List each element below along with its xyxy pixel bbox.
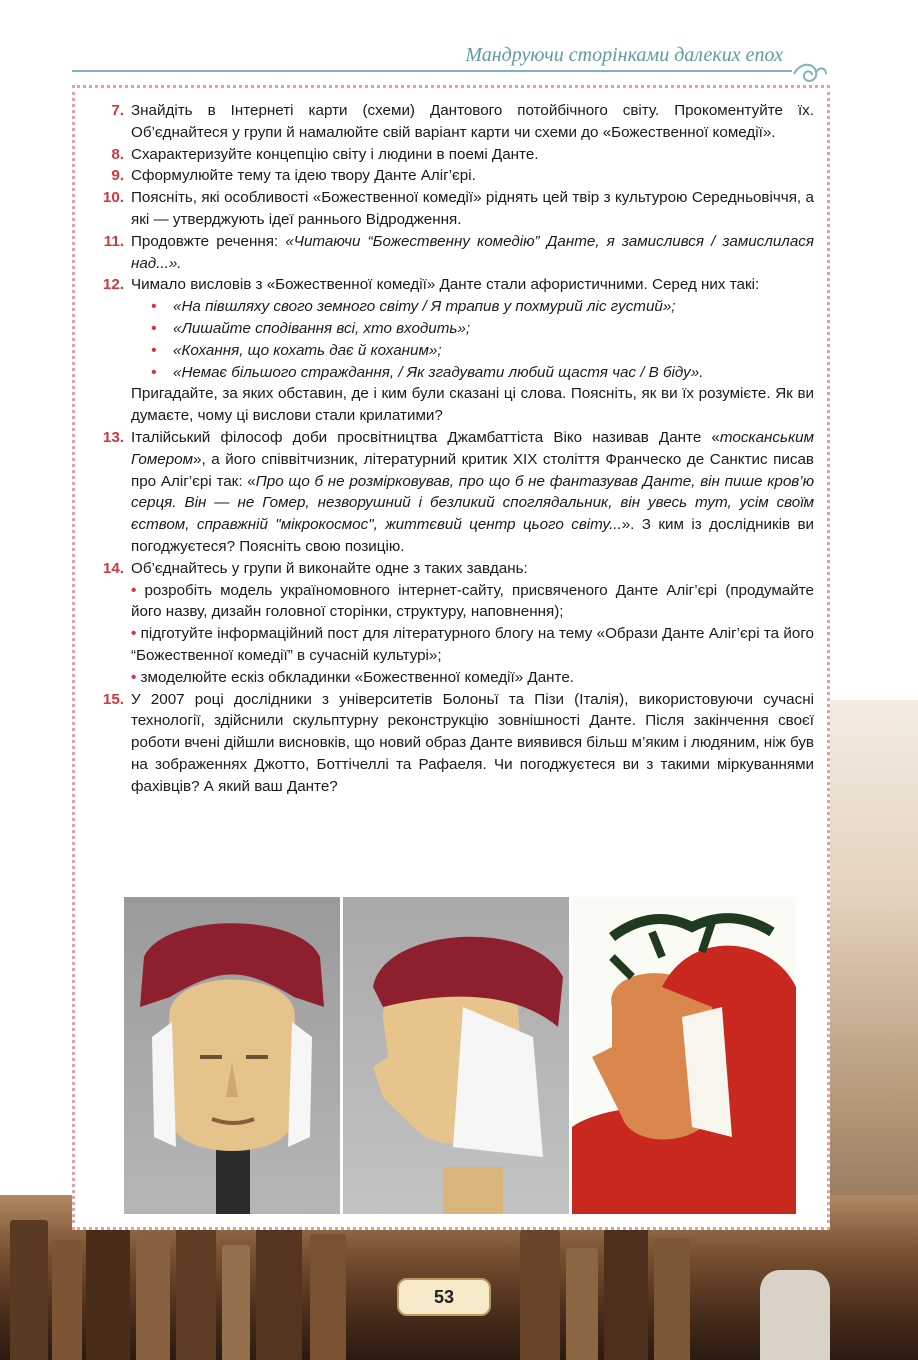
task-text: розробіть модель україномовного інтернет-сайту, присвяченого Данте Аліг’єрі (продумайте його назву, дизайн головної сторінки, структуру, наповнення); xyxy=(131,581,814,621)
bullet-icon: • xyxy=(131,625,141,643)
question-14 xyxy=(86,558,814,689)
question-number: 15. xyxy=(102,690,124,708)
bullet-icon: • xyxy=(131,581,145,599)
question-number: 13. xyxy=(102,428,124,446)
question-number: 11. xyxy=(103,232,124,250)
question-9 xyxy=(86,165,814,187)
question-text: Об’єднайтесь у групи й виконайте одне з таких завдань: xyxy=(131,559,528,577)
question-italic-text: тосканським Гомером xyxy=(131,428,814,468)
task-item xyxy=(131,623,814,667)
question-quote-text: Про що б не розмірковував, про що б не фантазував Данте, він пише кров’ю серця. Він — не Гомер, незворушний і безликий споглядальник, він увесь тут, усім своїм єством, справжній "мікрокосмос", життєвий центр цього світу... xyxy=(131,472,814,534)
question-12 xyxy=(86,274,814,427)
question-text: Схарактеризуйте концепцію світу і людини в поемі Данте. xyxy=(131,145,539,163)
question-number: 9. xyxy=(111,167,124,185)
questions-list xyxy=(86,100,814,798)
quote-item: • «На півшляху свого земного світу / Я трапив у похмурий ліс густий»; xyxy=(151,296,814,318)
question-number: 7. xyxy=(111,102,124,119)
question-15 xyxy=(86,689,814,798)
reconstruction-front-image xyxy=(124,897,340,1214)
question-8 xyxy=(86,144,814,166)
question-text: Знайдіть в Інтернеті карти (схеми) Дантового потойбічного світу. Прокоментуйте їх. Об’єднайтеся у групи й намалюйте свій варіант карти чи схеми до «Божественної комедії». xyxy=(131,102,814,141)
quote-item: • «Лишайте сподівання всі, хто входить»; xyxy=(151,318,814,340)
task-item xyxy=(131,580,814,624)
question-text: », а його співвітчизник, літературний критик XIX століття Франческо де Санктис писав про Аліг’єрі так: « xyxy=(131,450,814,490)
running-header-title: Мандруючи сторінками далеких епох xyxy=(465,44,783,66)
quote-item: • «Кохання, що кохать дає й коханим»; xyxy=(151,340,814,362)
question-text: Поясніть, які особливості «Божественної комедії» ріднять цей твір з культурою Середньовіччя, а які — утверджують ідеї раннього Відродження. xyxy=(131,189,814,228)
question-text: Сформулюйте тему та ідею твору Данте Аліг’єрі. xyxy=(131,167,476,185)
question-followup-text: Пригадайте, за яких обставин, де і ким були сказані ці слова. Поясніть, як ви їх розумієте. Як ви думаєте, чому ці вислови стали крилатими? xyxy=(131,385,814,425)
question-10 xyxy=(86,187,814,231)
question-text: ». З ким із дослідників ви погоджуєтеся? Поясніть свою позицію. xyxy=(131,516,814,555)
bullet-icon: • xyxy=(131,668,141,686)
question-italic-text: «Читаючи “Божественну комедію” Данте, я замислився / замислилася над...». xyxy=(131,232,814,272)
question-text: Чимало висловів з «Божественної комедії» Данте стали афористичними. Серед них такі: xyxy=(131,276,760,294)
page-number-badge xyxy=(397,1278,491,1316)
question-number: 8. xyxy=(111,145,124,163)
question-text: У 2007 році дослідники з університетів Болоньї та Пізи (Італія), використовуючи сучасні технології, здійснили скульптурну реконструкцію зовнішності Данте. Після закінчення своєї роботи вчені дійшли висновків, що новий образ Данте виявився більш м’яким і людяним, ніж був на зображеннях Джотто, Боттічеллі та Рафаеля. Чи погоджуєтеся ви з такими міркуваннями фахівців? А який ваш Данте? xyxy=(131,690,814,795)
dante-portraits xyxy=(124,897,796,1214)
task-text: підготуйте інформаційний пост для літературного блогу на тему «Образи Данте Аліг’єрі та його “Божественної комедії” в сучасній культурі»; xyxy=(131,625,814,664)
task-text: змоделюйте ескіз обкладинки «Божественної комедії» Данте. xyxy=(140,668,575,686)
question-text: Італійський філософ доби просвітництва Джамбаттіста Віко називав Данте « xyxy=(131,428,720,446)
question-13 xyxy=(86,427,814,558)
question-number: 10. xyxy=(102,189,124,207)
reconstruction-profile-image xyxy=(343,897,569,1214)
botticelli-portrait-image xyxy=(572,897,796,1214)
question-text: Продовжте речення: xyxy=(131,232,286,250)
task-item xyxy=(131,667,814,689)
quote-item: • «Немає більшого страждання, / Як згадувати любий щастя час / В біду». xyxy=(151,362,814,384)
question-number: 12. xyxy=(102,276,124,294)
quote-list xyxy=(131,296,814,383)
page-number: 53 xyxy=(433,1287,455,1307)
question-11 xyxy=(86,231,814,275)
question-number: 14. xyxy=(102,559,124,577)
question-7 xyxy=(86,100,814,144)
header-rule xyxy=(72,70,792,72)
